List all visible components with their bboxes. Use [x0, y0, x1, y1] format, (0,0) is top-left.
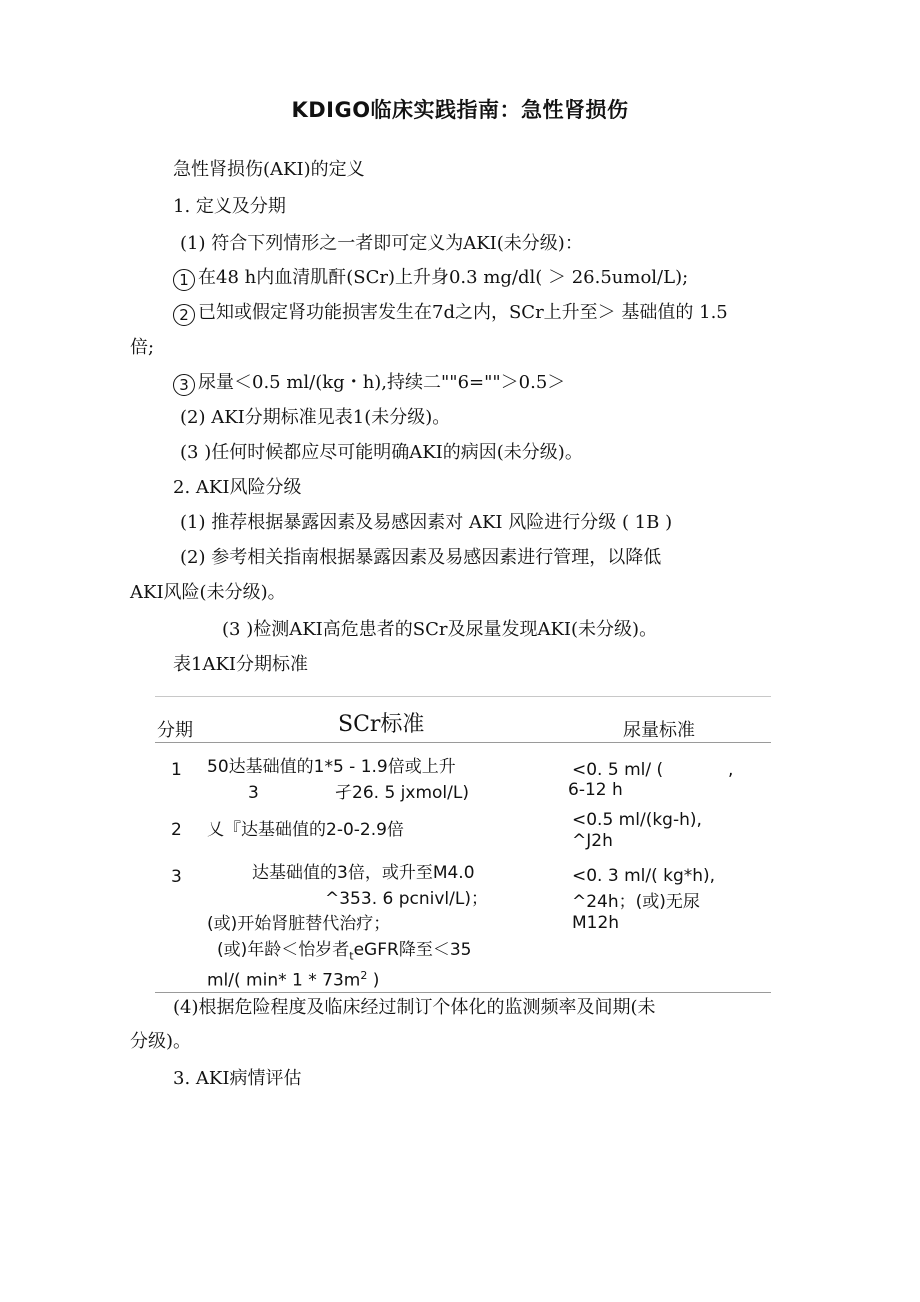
row-2-stage: 2	[171, 820, 182, 840]
section-1-item-1: (1) 符合下列情形之一者即可定义为AKI(未分级)：	[180, 233, 583, 254]
circled-number-2: 2	[173, 304, 195, 326]
circled-number-3: 3	[173, 374, 195, 396]
row-1-scr-line-2b: 孑26. 5 jxmol/L)	[335, 783, 469, 803]
row-1-urine-comma: ,	[728, 760, 734, 780]
section-2-item-3: (3 )检测AKI高危患者的SCr及尿量发现AKI(未分级)。	[222, 619, 658, 640]
table-header-stage: 分期	[157, 720, 193, 741]
criterion-2	[173, 300, 728, 326]
criterion-1-text: 在48 h内血清肌酐(SCr)上升身0.3 mg/dl( ＞ 26.5umol/L);	[198, 267, 689, 288]
circled-number-1: 1	[173, 269, 195, 291]
criterion-3-text: 尿量＜0.5 ml/(kg・h),持续二""6=""＞0.5＞	[198, 372, 566, 393]
row-3-stage: 3	[171, 867, 182, 887]
table-header-scr: SCr标准	[338, 712, 425, 737]
row-3-scr-line-4b: eGFR降至＜35	[353, 940, 472, 960]
section-3-heading: 3. AKI病情评估	[173, 1068, 302, 1089]
row-1-stage: 1	[171, 760, 182, 780]
section-1-heading: 1. 定义及分期	[173, 196, 286, 217]
row-3-scr-line-3: (或)开始肾脏替代治疗；	[207, 914, 391, 934]
section-2-item-4: (4)根据危险程度及临床经过制订个体化的监测频率及间期(未	[173, 997, 656, 1018]
criterion-3	[173, 370, 565, 396]
document-title: KDIGO临床实践指南：急性肾损伤	[291, 98, 629, 122]
section-1-item-2: (2) AKI分期标准见表1(未分级)。	[180, 407, 451, 428]
section-2-item-1: (1) 推荐根据暴露因素及易感因素对 AKI 风险进行分级 ( 1B )	[180, 512, 673, 533]
row-3-scr-line-2: ^353. 6 pcnivl/L)；	[325, 889, 488, 909]
section-2-heading: 2. AKI风险分级	[173, 477, 302, 498]
criterion-1	[173, 265, 688, 291]
section-1-item-3: (3 )任何时候都应尽可能明确AKI的病因(未分级)。	[180, 442, 583, 463]
section-2-item-2-continuation: AKI风险(未分级)。	[130, 582, 286, 603]
criterion-2-text: 已知或假定肾功能损害发生在7d之内，SCr上升至＞ 基础值的 1.5	[198, 302, 728, 323]
table-header-rule	[155, 742, 771, 743]
row-2-scr-line-1: 乂『达基础值的2-0-2.9倍	[207, 820, 404, 840]
row-3-scr-line-4a: (或)年龄＜怡岁者	[217, 940, 350, 960]
row-3-scr-line-5-sup: 2	[360, 969, 368, 982]
section-definition-heading: 急性肾损伤(AKI)的定义	[173, 159, 365, 180]
section-2-item-4-continuation: 分级)。	[130, 1031, 192, 1052]
row-1-scr-line-1: 50达基础值的1*5 - 1.9倍或上升	[207, 757, 456, 777]
row-3-urine-line-3: M12h	[572, 913, 620, 933]
row-3-urine-line-2: ^24h；(或)无尿	[572, 892, 700, 912]
row-3-scr-line-1: 达基础值的3倍，或升至M4.0	[252, 863, 475, 883]
row-3-urine-line-1: <0. 3 ml/( kg*h),	[572, 866, 716, 886]
row-1-urine-line-2: 6-12 h	[568, 780, 623, 800]
row-3-scr-line-4-sub: t	[349, 949, 354, 963]
table-top-rule	[155, 696, 771, 697]
row-1-scr-line-2a: 3	[248, 783, 259, 803]
table-caption: 表1AKI分期标准	[173, 654, 309, 675]
row-2-urine-line-1: <0.5 ml/(kg-h),	[572, 810, 702, 830]
row-1-urine-line-1: <0. 5 ml/ (	[572, 760, 664, 780]
row-3-scr-line-5b: )	[367, 970, 380, 991]
table-bottom-rule	[155, 992, 771, 993]
row-2-urine-line-2: ^J2h	[572, 831, 613, 851]
table-header-urine: 尿量标准	[623, 720, 695, 741]
row-3-scr-line-5	[207, 964, 379, 993]
row-3-scr-line-5a: ml/( min* 1 * 73m	[207, 970, 361, 991]
section-2-item-2: (2) 参考相关指南根据暴露因素及易感因素进行管理，以降低	[180, 547, 662, 568]
criterion-2-continuation: 倍;	[130, 337, 155, 358]
